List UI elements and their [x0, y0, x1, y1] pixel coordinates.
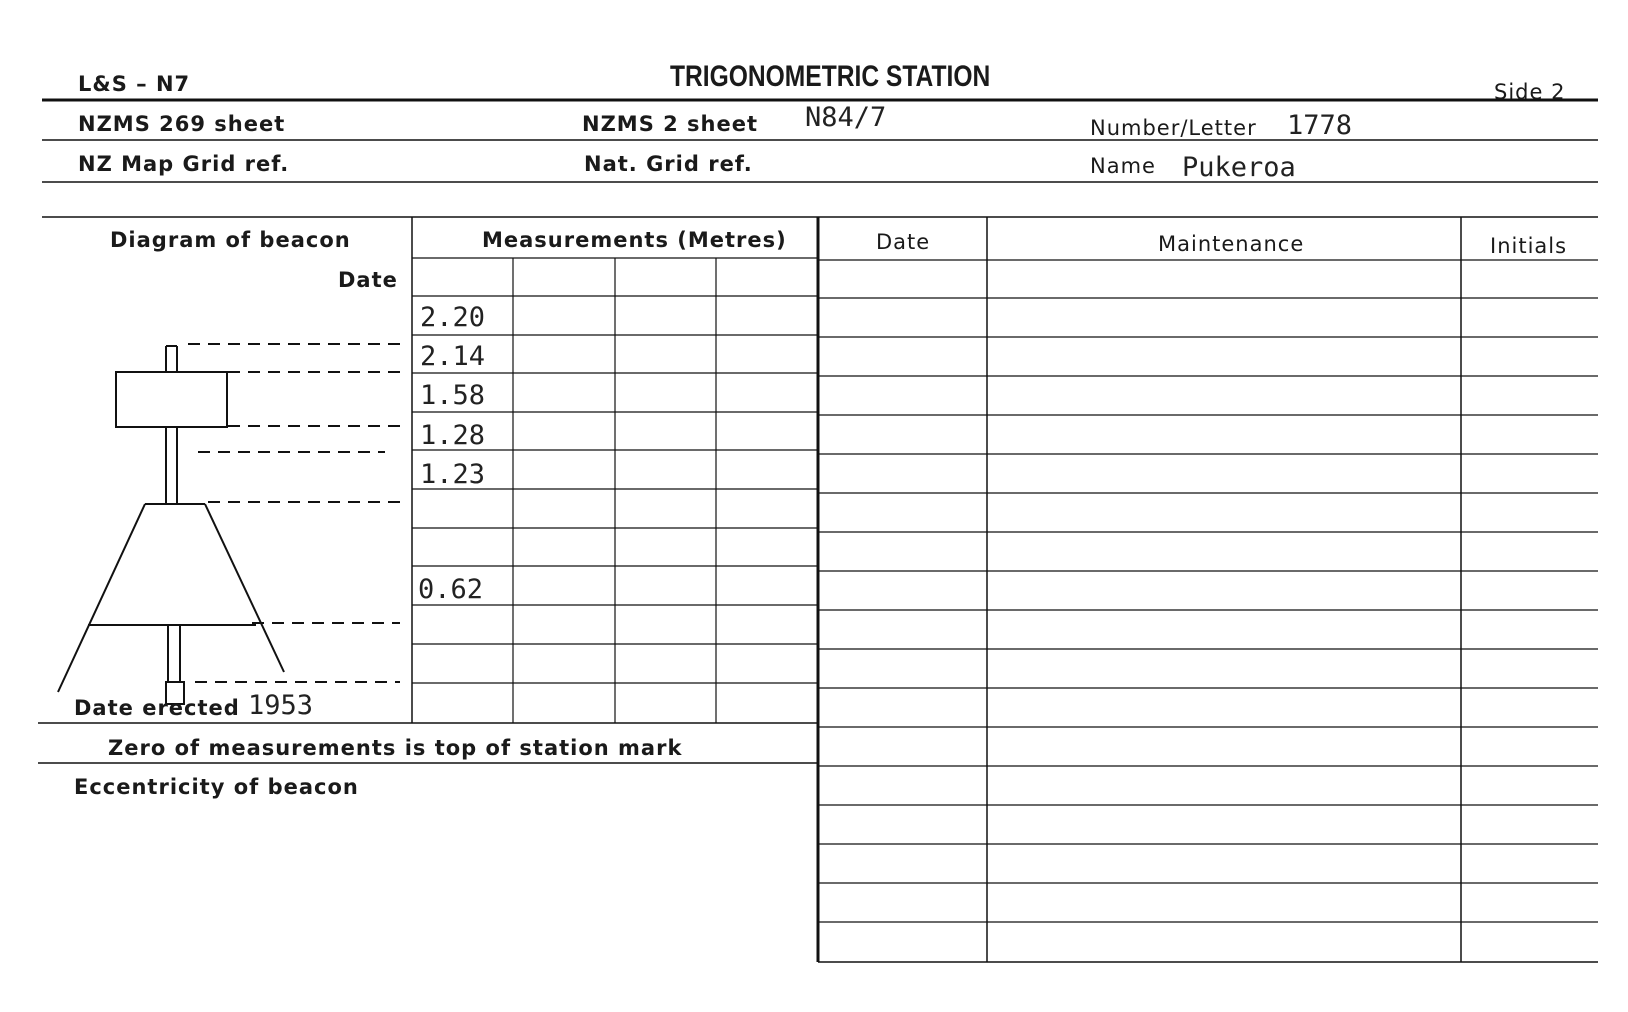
measurement-value: 1.23 — [420, 459, 486, 490]
nzms2-value: N84/7 — [805, 102, 887, 133]
natgrid-label: Nat. Grid ref. — [584, 152, 753, 176]
zero-note: Zero of measurements is top of station mark — [108, 736, 683, 760]
measurements-heading: Measurements (Metres) — [482, 228, 787, 252]
date-erected-value: 1953 — [248, 690, 314, 721]
diagram-date-label: Date — [338, 268, 398, 292]
side-label: Side 2 — [1494, 80, 1566, 104]
measurement-value: 0.62 — [418, 574, 484, 605]
number-value: 1778 — [1287, 110, 1353, 141]
measurement-value: 1.28 — [420, 420, 486, 451]
maintenance-col-initials: Initials — [1490, 234, 1568, 258]
form-code: L&S – N7 — [78, 72, 191, 96]
mapgrid-label: NZ Map Grid ref. — [78, 152, 290, 176]
measurement-value: 1.58 — [420, 380, 486, 411]
measurement-value: 2.14 — [420, 341, 486, 372]
diagram-heading: Diagram of beacon — [110, 228, 351, 252]
beacon-diagram — [58, 346, 284, 704]
nzms269-label: NZMS 269 sheet — [78, 112, 286, 136]
name-value: Pukeroa — [1182, 152, 1296, 183]
name-label: Name — [1090, 154, 1156, 178]
maintenance-col-maintenance: Maintenance — [1158, 232, 1305, 256]
measurement-value: 2.20 — [420, 302, 486, 333]
maintenance-col-date: Date — [876, 230, 931, 254]
eccentricity-label: Eccentricity of beacon — [74, 775, 359, 799]
date-erected-label: Date erected — [74, 696, 240, 720]
number-label: Number/Letter — [1090, 116, 1257, 140]
nzms2-label: NZMS 2 sheet — [582, 112, 759, 136]
page-title: TRIGONOMETRIC STATION — [670, 60, 991, 93]
